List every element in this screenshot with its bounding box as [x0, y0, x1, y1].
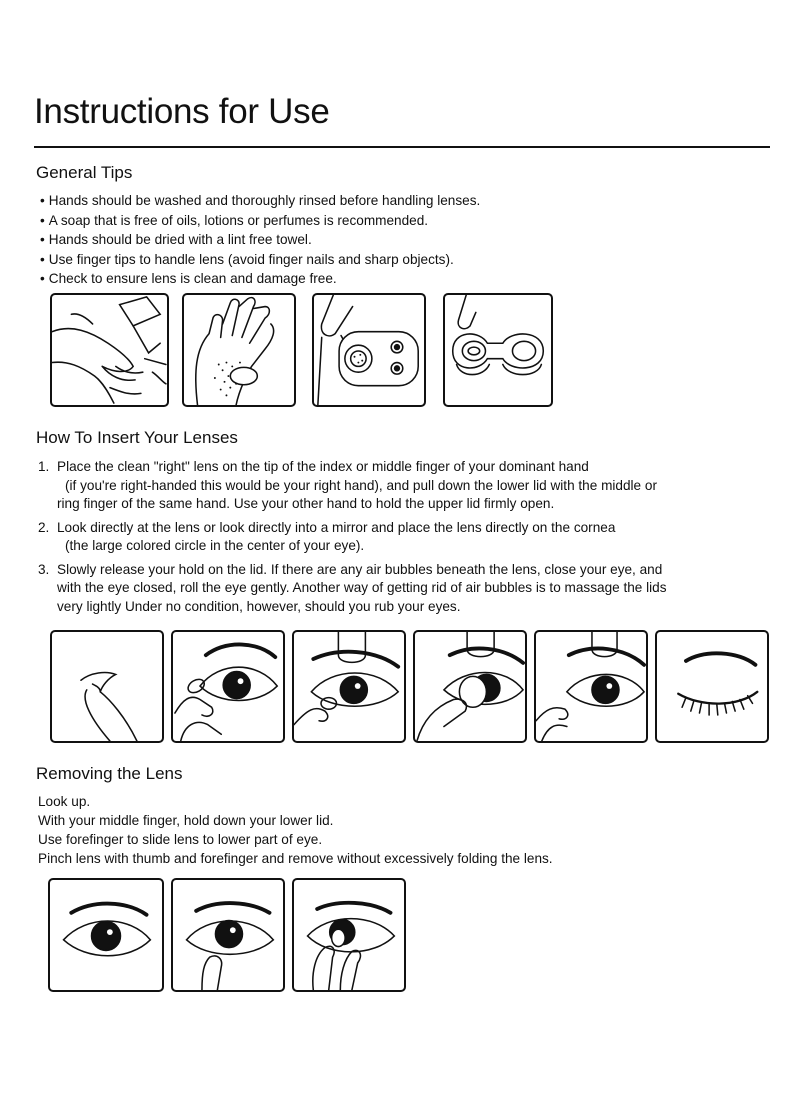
eye-closed-illustration — [655, 630, 769, 743]
tip-item: • Hands should be dried with a lint free towel. — [40, 230, 480, 250]
insert-step: 2. Look directly at the lens or look directly into a mirror and place the lens directly on the cornea (the large colored circle in the center of your eye). — [38, 519, 616, 553]
insert-step: 1. Place the clean "right" lens on the tip of the index or middle finger of your dominant hand (if you're right-handed this would be your right hand), and pull down the lower lid with the middle or ring finger of the same hand. Use your other hand to hold the upper lid firmly open. — [38, 459, 657, 511]
insert-step-place-lens-illustration — [413, 630, 527, 743]
insert-heading: How To Insert Your Lenses — [36, 428, 238, 447]
lens-case-open-illustration — [443, 293, 553, 407]
insert-steps — [38, 458, 778, 621]
removing-instructions — [38, 792, 553, 868]
insert-step-hold-lid-illustration — [292, 630, 406, 743]
tip-item: • Check to ensure lens is clean and damage free. — [40, 269, 480, 289]
hold-lower-lid-illustration — [171, 878, 285, 992]
tip-item: • Hands should be washed and thoroughly rinsed before handling lenses. — [40, 191, 480, 211]
insert-step-release-lid-illustration — [534, 630, 648, 743]
pinch-lens-illustration — [292, 878, 406, 992]
insert-step-pull-lid-illustration — [171, 630, 285, 743]
removing-line: With your middle finger, hold down your lower lid. — [38, 813, 334, 828]
lens-case-illustration — [312, 293, 426, 407]
insert-step: 3. Slowly release your hold on the lid. If there are any air bubbles beneath the lens, close your eye, and with the eye closed, roll the eye gently. Another way of getting rid of air bubbles is to massage the lids very lightly Under no condition, however, should you rub your eyes. — [38, 561, 667, 614]
page-title: Instructions for Use — [34, 92, 330, 131]
removing-line: Pinch lens with thumb and forefinger and remove without excessively folding the lens. — [38, 851, 553, 866]
title-divider — [34, 146, 770, 148]
lens-on-fingertip-illustration — [50, 630, 164, 743]
removing-line: Look up. — [38, 794, 91, 809]
general-tips-list — [40, 191, 480, 289]
wash-hands-illustration — [50, 293, 169, 407]
tip-item: • Use finger tips to handle lens (avoid finger nails and sharp objects). — [40, 250, 480, 270]
dry-hands-illustration — [182, 293, 296, 407]
tip-item: • A soap that is free of oils, lotions or perfumes is recommended. — [40, 211, 480, 231]
removing-line: Use forefinger to slide lens to lower part of eye. — [38, 832, 323, 847]
general-tips-heading: General Tips — [36, 163, 133, 182]
look-up-illustration — [48, 878, 164, 992]
removing-heading: Removing the Lens — [36, 764, 183, 783]
